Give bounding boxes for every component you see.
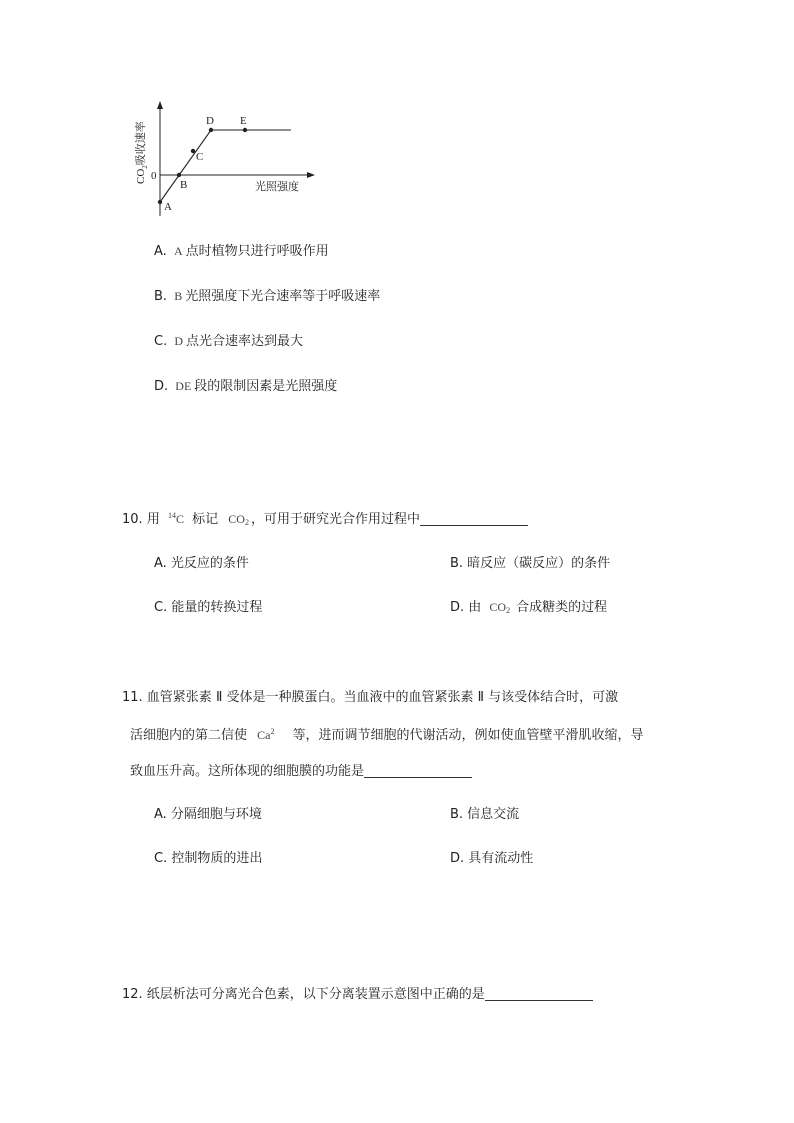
point-e-label: E [240, 115, 247, 127]
q9-option-a[interactable]: A. A 点时植物只进行呼吸作用 [154, 244, 329, 259]
q11-line-3: 致血压升高。这所体现的细胞膜的功能是 [130, 760, 472, 779]
point-a-label: A [164, 201, 172, 213]
q11-line-1: 11. 血管紧张素 Ⅱ 受体是一种膜蛋白。当血液中的血管紧张素 Ⅱ 与该受体结合时，可激 [122, 690, 619, 705]
point-c-label: C [196, 151, 204, 163]
q11-line-2: 活细胞内的第二信使 Ca$^2$ 等，进而调节细胞的代谢活动，例如使血管壁平滑肌收缩，导 [130, 727, 644, 743]
q11-option-a[interactable]: A. 分隔细胞与环境 [154, 807, 262, 822]
q10-option-c[interactable]: C. 能量的转换过程 [154, 600, 263, 615]
q10-answer-blank[interactable] [420, 511, 528, 526]
q11-answer-blank[interactable] [364, 763, 472, 778]
point-c [191, 149, 195, 153]
point-e [243, 128, 247, 132]
q11-option-d[interactable]: D. 具有流动性 [450, 851, 534, 866]
y-axis-label: $CO_2$吸收速率 [134, 121, 149, 184]
q9-option-c[interactable]: C. D 点光合速率达到最大 [154, 334, 304, 349]
x-axis-label: 光照强度 [255, 180, 299, 193]
point-d [209, 128, 213, 132]
q12-stem: 12. 纸层析法可分离光合色素，以下分离装置示意图中正确的是 [122, 983, 593, 1002]
y-axis-arrow [157, 101, 163, 109]
origin-label: 0 [151, 170, 157, 182]
point-b [177, 173, 181, 177]
x-axis-arrow [307, 172, 315, 178]
point-d-label: D [206, 115, 214, 127]
q9-option-b[interactable]: B. B 光照强度下光合速率等于呼吸速率 [154, 289, 381, 304]
q12-answer-blank[interactable] [485, 986, 593, 1001]
q10-stem: 10. 用 $^{14}$C 标记 $CO_2$ ，可用于研究光合作用过程中 [122, 508, 528, 527]
q10-option-a[interactable]: A. 光反应的条件 [154, 556, 249, 571]
q11-option-c[interactable]: C. 控制物质的进出 [154, 851, 263, 866]
point-a [158, 200, 162, 204]
q10-option-d[interactable]: D. 由 $CO_2$ 合成糖类的过程 [450, 600, 608, 615]
co2-absorption-graph [125, 98, 325, 223]
q9-option-d[interactable]: D. DE 段的限制因素是光照强度 [154, 379, 338, 394]
q11-option-b[interactable]: B. 信息交流 [450, 807, 520, 822]
q10-option-b[interactable]: B. 暗反应（碳反应）的条件 [450, 556, 611, 571]
point-b-label: B [180, 179, 188, 191]
